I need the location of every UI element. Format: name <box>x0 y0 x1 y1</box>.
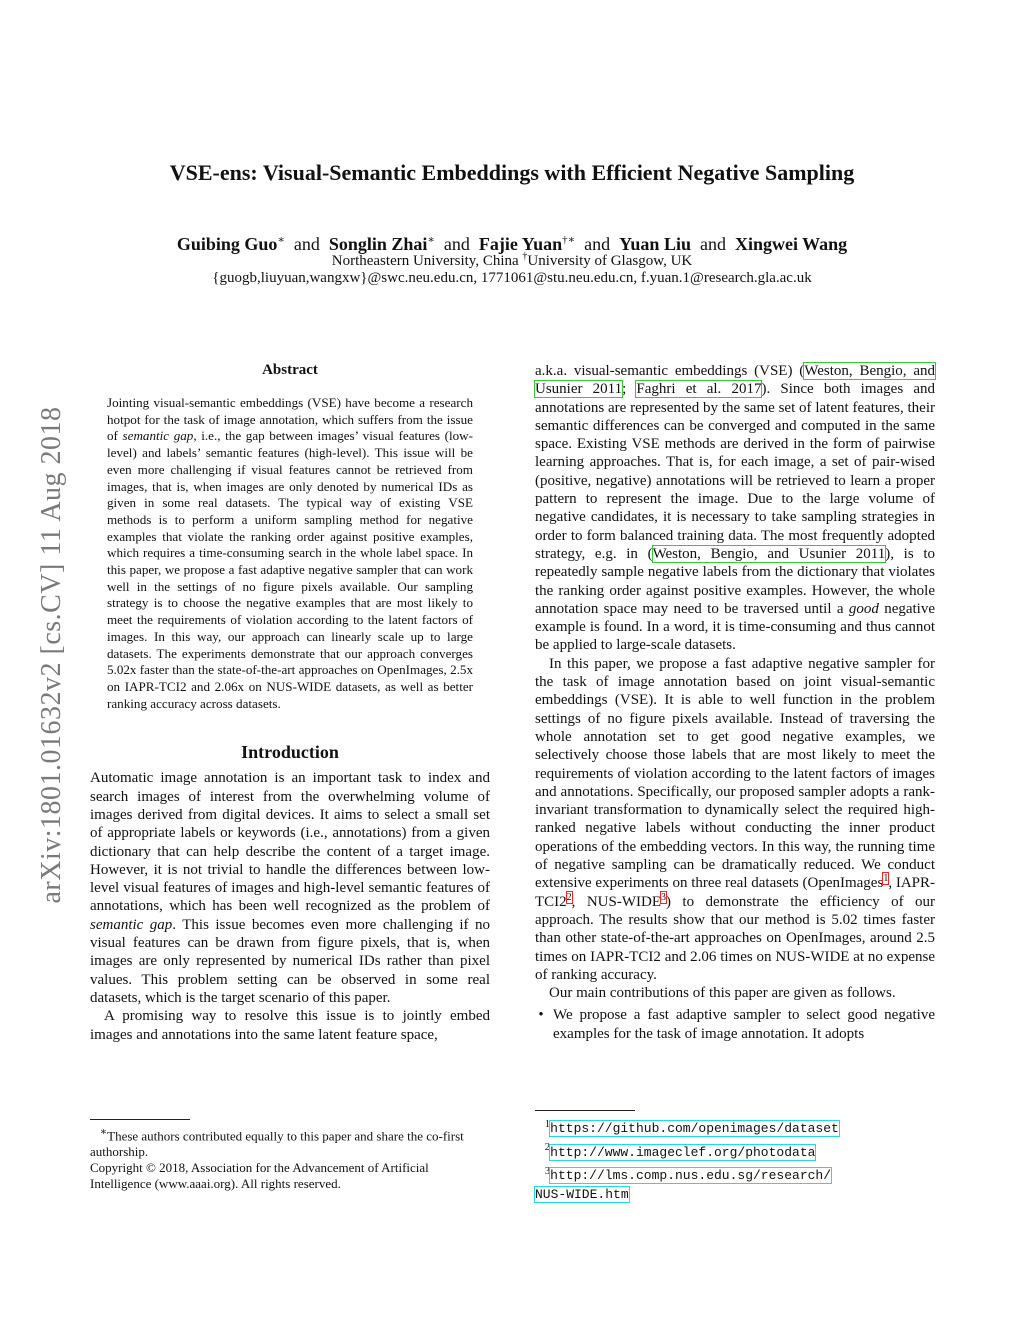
footnote-url-link[interactable]: NUS-WIDE.htm <box>535 1186 629 1202</box>
left-footnotes <box>90 1107 490 1192</box>
footnote-rule <box>535 1110 635 1111</box>
footnote-2 <box>535 1138 935 1161</box>
author-separator: and <box>584 234 611 254</box>
right-column <box>535 362 935 1043</box>
author-mark: ∗ <box>277 234 285 246</box>
arxiv-id-text: arXiv:1801.01632v2 [cs.CV] 11 Aug 2018 <box>36 406 67 904</box>
right-text-part: ). Since both images and annotations are represented by the same set of latent features, their semantic differences can be converged and computed in the same space. Existing VSE methods are derived in the form of pairwise learning approaches. That is, for each image, a set of pair-wised (positive, negative) annotations will be retrieved to learn a proper pattern to represent the image. Due to the large volume of negative candidates, it is necessary to take sampling strategies in order to form balanced training data. The most frequently adopted strategy, e.g. in ( <box>535 381 935 562</box>
bullet-marker: • <box>538 1007 544 1024</box>
affiliation-2: University of Glasgow, UK <box>527 253 693 269</box>
footnote-url-link[interactable]: http://lms.comp.nus.edu.sg/research/ <box>550 1167 832 1183</box>
right-text-part: , IAPR-TCI2 <box>535 875 936 910</box>
intro-text-part: Automatic image annotation is an important task to index and search images of interest from the overwhelming volume of images derived from digital devices. It aims to select a small set of appropriate labels or keywords (i.e., annotations) from a given dictionary that can help describe the content of a target image. However, it is not trivial to handle the differences between low-level visual features of images and high-level semantic features of annotations, which has been well recognized as the problem of <box>90 770 490 915</box>
right-text-part: ) to demonstrate the efficiency of our approach. The results show that our method is 5.02 times faster than other state-of-the-art approaches on OpenImages, around 2.5 times on IAPR-TCI2 and 2.06 times on NUS-WIDE at no expense of ranking accuracy. <box>535 893 935 983</box>
abstract-text-part: Jointing visual-semantic embeddings (VSE) have become a research hotpot for the task of image annotation, which suffers from the issue of <box>107 395 473 444</box>
footnote-rule <box>90 1119 190 1120</box>
author-separator: and <box>699 234 726 254</box>
footnote-number: 3 <box>544 1164 551 1177</box>
footnote-mark: ∗ <box>99 1126 108 1138</box>
abstract-heading: Abstract <box>262 362 318 378</box>
affiliations <box>0 251 1024 270</box>
footnote-link[interactable]: 1 <box>883 873 889 885</box>
author-mark: ∗ <box>427 234 435 246</box>
author-emails: {guogb,liuyuan,wangxw}@swc.neu.edu.cn, 1771061@stu.neu.edu.cn, f.yuan.1@research.gla.ac.uk <box>212 270 812 286</box>
author-name: Yuan Liu <box>619 234 691 254</box>
abstract-emphasis: semantic gap <box>122 428 194 444</box>
right-paragraph-1 <box>535 362 935 655</box>
right-paragraph-2 <box>535 655 935 984</box>
contribution-bullet <box>535 1006 935 1043</box>
footnote-number: 1 <box>544 1118 551 1130</box>
right-text-part: , NUS-WIDE <box>571 893 661 910</box>
footnote-text: These authors contributed equally to this paper and share the co-first authorship. <box>90 1128 464 1160</box>
introduction-heading: Introduction <box>241 742 339 763</box>
author-name: Guibing Guo <box>176 234 278 254</box>
right-text-part: negative example is found. In a word, it is time-consuming and thus cannot be applied to large-scale datasets. <box>535 600 935 654</box>
abstract-text <box>107 395 473 712</box>
equal-contribution-footnote <box>90 1124 490 1160</box>
abstract-text-part: , i.e., the gap between images’ visual features (low-level) and labels’ semantic features (high-level). This issue will be even more challenging if visual features cannot be retrieved from images, that is, when images are only denoted by numerical IDs as given in some real datasets. The typical way of existing VSE methods is to perform a uniform sampling method for negative examples that violate the ranking order against positive examples, which requires a time-consuming search in the whole label space. In this paper, we propose a fast adaptive negative sampler that can work well in the settings of no figure pixels available. Our sampling strategy is to choose the negative examples that are most likely to meet the requirements of violation according to the latent factors of images. In this way, our approach can linearly scale up to large datasets. The experiments demonstrate that our approach converges 5.02x faster than the state-of-the-art approaches on OpenImages, 2.5x on IAPR-TCI2 and 2.06x on NUS-WIDE datasets, as well as better ranking accuracy across datasets. <box>107 428 473 711</box>
bullet-text: We propose a fast adaptive sampler to select good negative examples for the task of image annotation. It adopts <box>553 1007 935 1042</box>
left-column <box>90 362 490 1044</box>
author-name: Fajie Yuan <box>478 234 563 254</box>
right-text-part: In this paper, we propose a fast adaptive negative sampler for the task of image annotation based on joint visual-semantic embeddings (VSE). It is able to well function in the problem settings of no figure pixels available. Instead of traversing the whole annotation set to get good negative examples, we selectively choose those labels that are most likely to meet the requirements of violation according to the latent factors of images and annotations. Specifically, our proposed sampler adopts a rank-invariant transformation to dynamically select the required high-ranked negative labels without conducting the inner product operations of the embedding vectors. In this way, the running time of negative sampling can be dramatically reduced. We conduct extensive experiments on three real datasets (OpenImages <box>535 655 935 892</box>
citation-link[interactable]: Faghri et al. 2017 <box>636 381 762 398</box>
right-text-part: ; <box>622 381 637 398</box>
right-footnotes <box>535 1098 935 1204</box>
affiliation-1: Northeastern University, China <box>331 253 523 269</box>
right-text-part: a.k.a. visual-semantic embeddings (VSE) ( <box>535 363 805 379</box>
intro-paragraph-1 <box>90 769 490 1007</box>
intro-paragraph-2: A promising way to resolve this issue is to jointly embed images and annotations into the same latent feature space, <box>90 1008 490 1043</box>
right-emphasis: good <box>848 600 879 617</box>
footnote-link[interactable]: 3 <box>661 891 666 903</box>
author-separator: and <box>443 234 470 254</box>
citation-link[interactable]: Weston, Bengio, and Usunier 2011 <box>652 545 886 562</box>
right-text-part: ), is to repeatedly sample negative labels from the dictionary that violates the ranking order against positive examples. However, the whole annotation space may need to be traversed until a <box>535 545 935 617</box>
author-name: Xingwei Wang <box>734 234 848 254</box>
right-paragraph-3: Our main contributions of this paper are given as follows. <box>549 985 896 1002</box>
footnote-1 <box>535 1115 935 1138</box>
copyright-notice: Copyright © 2018, Association for the Advancement of Artificial Intelligence (www.aaai.org). All rights reserved. <box>90 1160 429 1192</box>
footnote-3-continued <box>535 1185 935 1204</box>
author-separator: and <box>293 234 320 254</box>
intro-emphasis: semantic gap <box>90 916 173 933</box>
paper-title: VSE-ens: Visual-Semantic Embeddings with Efficient Negative Sampling <box>169 160 855 185</box>
footnote-url-link[interactable]: https://github.com/openimages/dataset <box>550 1121 839 1137</box>
footnote-link[interactable]: 2 <box>566 891 572 903</box>
footnote-number: 2 <box>544 1141 551 1154</box>
author-mark: †∗ <box>562 234 576 246</box>
citation-link[interactable]: Weston, Bengio, and Usunier 2011 <box>535 363 935 398</box>
footnote-3 <box>535 1162 935 1185</box>
intro-text-part: . This issue becomes even more challenging if no visual features can be drawn from figure pixels, that is, when images are only represented by numerical IDs rather than pixel values. This problem setting can be observed in some real datasets, which is the target scenario of this paper. <box>90 916 490 1006</box>
affiliation-mark: † <box>522 251 528 262</box>
footnote-url-link[interactable]: http://www.imageclef.org/photodata <box>550 1144 816 1160</box>
author-name: Songlin Zhai <box>328 234 428 254</box>
